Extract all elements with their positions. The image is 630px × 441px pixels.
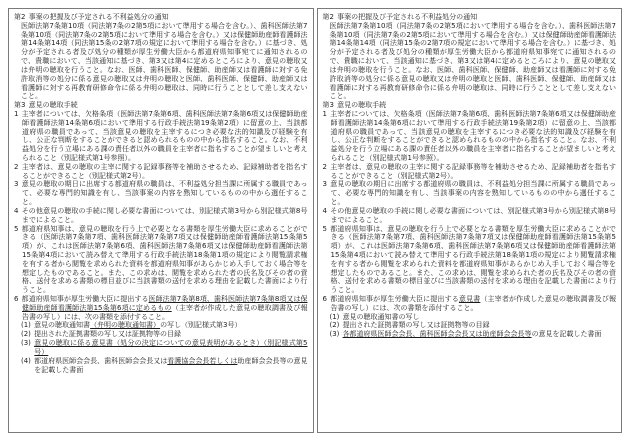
block-label: 5: [14, 224, 19, 233]
text-block: (3) 各都道府県医師会会長、歯科医師会会長又は助産師会会長等の意見を記載した書面: [329, 330, 602, 339]
text-block: 6 都道府県知事が厚生労働大臣に提出する意見書（主宰者が作成した意見の聴取調書及び報告書の写し）には、次の書類を添付すること。: [322, 295, 617, 312]
text-block: (3) 意見の聴取に係る意見書（処分の決定についての意見表明があるとき）（別記様式第5号）: [21, 339, 308, 356]
column-right: [317, 8, 623, 433]
text-block: (2) 提出された証拠書類の写し又は証拠物等の目録: [21, 330, 182, 339]
block-label: 1: [14, 109, 19, 118]
block-label: (2): [329, 321, 340, 330]
text-block: 3 意見の聴取の期日に出席する都道府県の職員は、不利益処分担当課に所属する職員であって、必要な専門的知識を有し、当該事案の内容を熟知しているものの中から選任すること。: [322, 180, 616, 207]
text-block: 4 その他意見の聴取の手続に関し必要な書面については、別記様式第3号から別記様式第8号までによること。: [14, 206, 308, 224]
column-left-body: [9, 9, 313, 378]
block-label: 第2: [14, 13, 26, 21]
block-label: (1): [329, 312, 340, 321]
block-label: 2: [14, 162, 19, 171]
text-block: 第3 意見の聴取手続: [14, 101, 78, 110]
block-label: (2): [21, 330, 31, 339]
text-block: 1 主宰者については、欠格条項（医師法第7条第6項、歯科医師法第7条第6項又は保健師助産師看護師法第14条第6項において準用する行政手続法第19条第2項）に留意の上、当該都道府県の職員であって、当該意見の聴取を主宰するにつき必要な法的知識及び経験を有し、公正な判断をすることができると認められるものの中から指名すること。なお、不利益処分を行う立場にある課の責任者以外の職員を主宰者に指名することが望ましいと考えられること（別記様式第1号参照）。: [322, 109, 616, 162]
block-label: 第3: [322, 101, 334, 110]
block-label: (3): [329, 330, 340, 339]
block-label: 4: [14, 206, 19, 215]
text-block: 4 その他意見の聴取の手続に関し必要な書面については、別記様式第3号から別記様式第8号までによること。: [322, 206, 616, 224]
block-label: 3: [14, 180, 19, 189]
block-label: 6: [14, 295, 19, 303]
block-label: 5: [322, 224, 327, 233]
text-block: 2 主宰者は、意見の聴取の主宰に関する記録事務等を補助させるため、記録補助者を指名することができること（別記様式第2号）。: [14, 162, 308, 180]
text-block: 第2 事案の把握及び予定される不利益処分の通知: [14, 13, 169, 21]
text-block: (2) 提出された証拠書類の写し又は証拠物等の目録: [329, 321, 490, 330]
text-block: 6 都道府県知事が厚生労働大臣に提出する医師法第7条第8項、歯科医師法第7条第8項又は保健師助産師看護師法第15条第6項に定めるもの（主宰者が作成した意見の聴取調書及び報告書の写し）には、次の書類を添付すること。: [14, 295, 308, 321]
text-block: (4) 都道府県医師会会長、歯科医師会会長又は看護協会会長若しくは助産師会会長等の意見を記載した書面: [21, 356, 308, 374]
text-block: 医師法第7条第10項（同法第7条の2第5項において準用する場合を含む。）、歯科医師法第7条第10項（同法第7条の2第5項において準用する場合を含む。）又は保健師助産師看護師法第14条第14項（同法第15条の2第7項の規定において準用する場合を含む。）に基づき、処分が予定される者及び処分の種類が厚生労働大臣から都道府県知事宛てに通知されるので、貴職において、当該通知に基づき、第3又は第4に定めるところにより、意見の聴取又は弁明の聴取を行うこと。なお、医師、歯科医師、保健師、助産師又は看護師に対する免許取消等の処分に係る意見の聴取又は弁明の聴取と医師、歯科医師、保健師、助産師又は看護師に対する再教育研修命令に係る弁明の聴取は、同時に行うこととして差し支えないこと。: [329, 21, 616, 101]
text-block: 第2 事案の把握及び予定される不利益処分の通知: [322, 13, 478, 21]
text-block: 5 都道府県知事は、意見の聴取を行う上で必要となる書類を厚生労働大臣に求めることができる（医師法第7条第7項、歯科医師法第7条第7項又は保健師助産師看護師法第15条第5項）が、これは医師法第7条第6項、歯科医師法第7条第6項又は保健師助産師看護師法第15条第4項において読み替えて準用する行政手続法第18条第1項の規定により閲覧請求権を有する者から閲覧を求められた資料を都道府県知事があらかじめ入手しておく場合等を想定したものであること。また、この求めは、閲覧を求められた者の氏名及びその者の資格、送付を求める書類の標目並びに当該書類の送付を求める理由を記載した書面により行うこと。: [322, 224, 616, 295]
block-label: 2: [322, 162, 327, 171]
text-block: 3 意見の聴取の期日に出席する都道府県の職員は、不利益処分担当課に所属する職員であって、必要な専門的知識を有し、当該事案の内容を熟知しているものの中から選任すること。: [14, 180, 308, 207]
text-block: 1 主宰者については、欠格条項（医師法第7条第6項、歯科医師法第7条第6項又は保健師助産師看護師法第14条第6項において準用する行政手続法第19条第2項）に留意の上、当該都道府県の職員であって、当該意見の聴取を主宰するにつき必要な法的知識及び経験を有し、公正な判断をすることができると認められるものの中から指名すること。なお、不利益処分を行う立場にある課の責任者以外の職員を主宰者に指名することが望ましいと考えられること（別記様式第1号参照）。: [14, 109, 308, 162]
block-label: (4): [21, 356, 31, 365]
text-block: 2 主宰者は、意見の聴取の主宰に関する記録事務等を補助させるため、記録補助者を指名することができること（別記様式第2号）。: [322, 162, 616, 180]
block-label: 4: [322, 206, 327, 215]
block-label: 第3: [14, 101, 26, 110]
revision-comparison-table: [8, 8, 622, 433]
block-label: 1: [322, 109, 327, 118]
column-left: [8, 8, 314, 433]
text-block: 5 都道府県知事は、意見の聴取を行う上で必要となる書類を厚生労働大臣に求めることができる（医師法第7条第7項、歯科医師法第7条第7項又は保健師助産師看護師法第15条第5項）が、これは医師法第7条第6項、歯科医師法第7条第6項又は保健師助産師看護師法第15条第4項において読み替えて準用する行政手続法第18条第1項の規定により閲覧請求権を有する者から閲覧を求められた資料を都道府県知事があらかじめ入手しておく場合等を想定したものであること。また、この求めは、閲覧を求められた者の氏名及びその者の資格、送付を求める書類の標目並びに当該書類の送付を求める理由を記載した書面により行うこと。: [14, 224, 308, 295]
block-label: 3: [322, 180, 327, 189]
text-block: (1) 意見の聴取通知書（弁明の聴取通知書）の写し（別記様式第3号）: [21, 321, 242, 330]
text-block: (1) 意見の聴取通知書の写し: [329, 312, 420, 321]
block-label: (1): [21, 321, 31, 330]
block-label: 第2: [322, 13, 334, 21]
block-label: 6: [322, 295, 327, 303]
block-label: (3): [21, 339, 31, 348]
text-block: 医師法第7条第10項（同法第7条の2第5項において準用する場合を含む。）、歯科医師法第7条第10項（同法第7条の2第5項において準用する場合を含む。）又は保健師助産師看護師法第14条第14項（同法第15条の2第7項の規定において準用する場合を含む。）に基づき、処分が予定される者及び処分の種類が厚生労働大臣から都道府県知事宛てに通知されるので、貴職において、当該通知に基づき、第3又は第4に定めるところにより、意見の聴取又は弁明の聴取を行うこと。なお、医師、歯科医師、保健師、助産師又は看護師に対する免許取消等の処分に係る意見の聴取又は弁明の聴取と医師、歯科医師、保健師、助産師又は看護師に対する再教育研修命令に係る弁明の聴取は、同時に行うこととして差し支えないこと。: [21, 21, 308, 101]
text-block: 第3 意見の聴取手続: [322, 101, 387, 110]
column-right-body: [318, 9, 622, 343]
